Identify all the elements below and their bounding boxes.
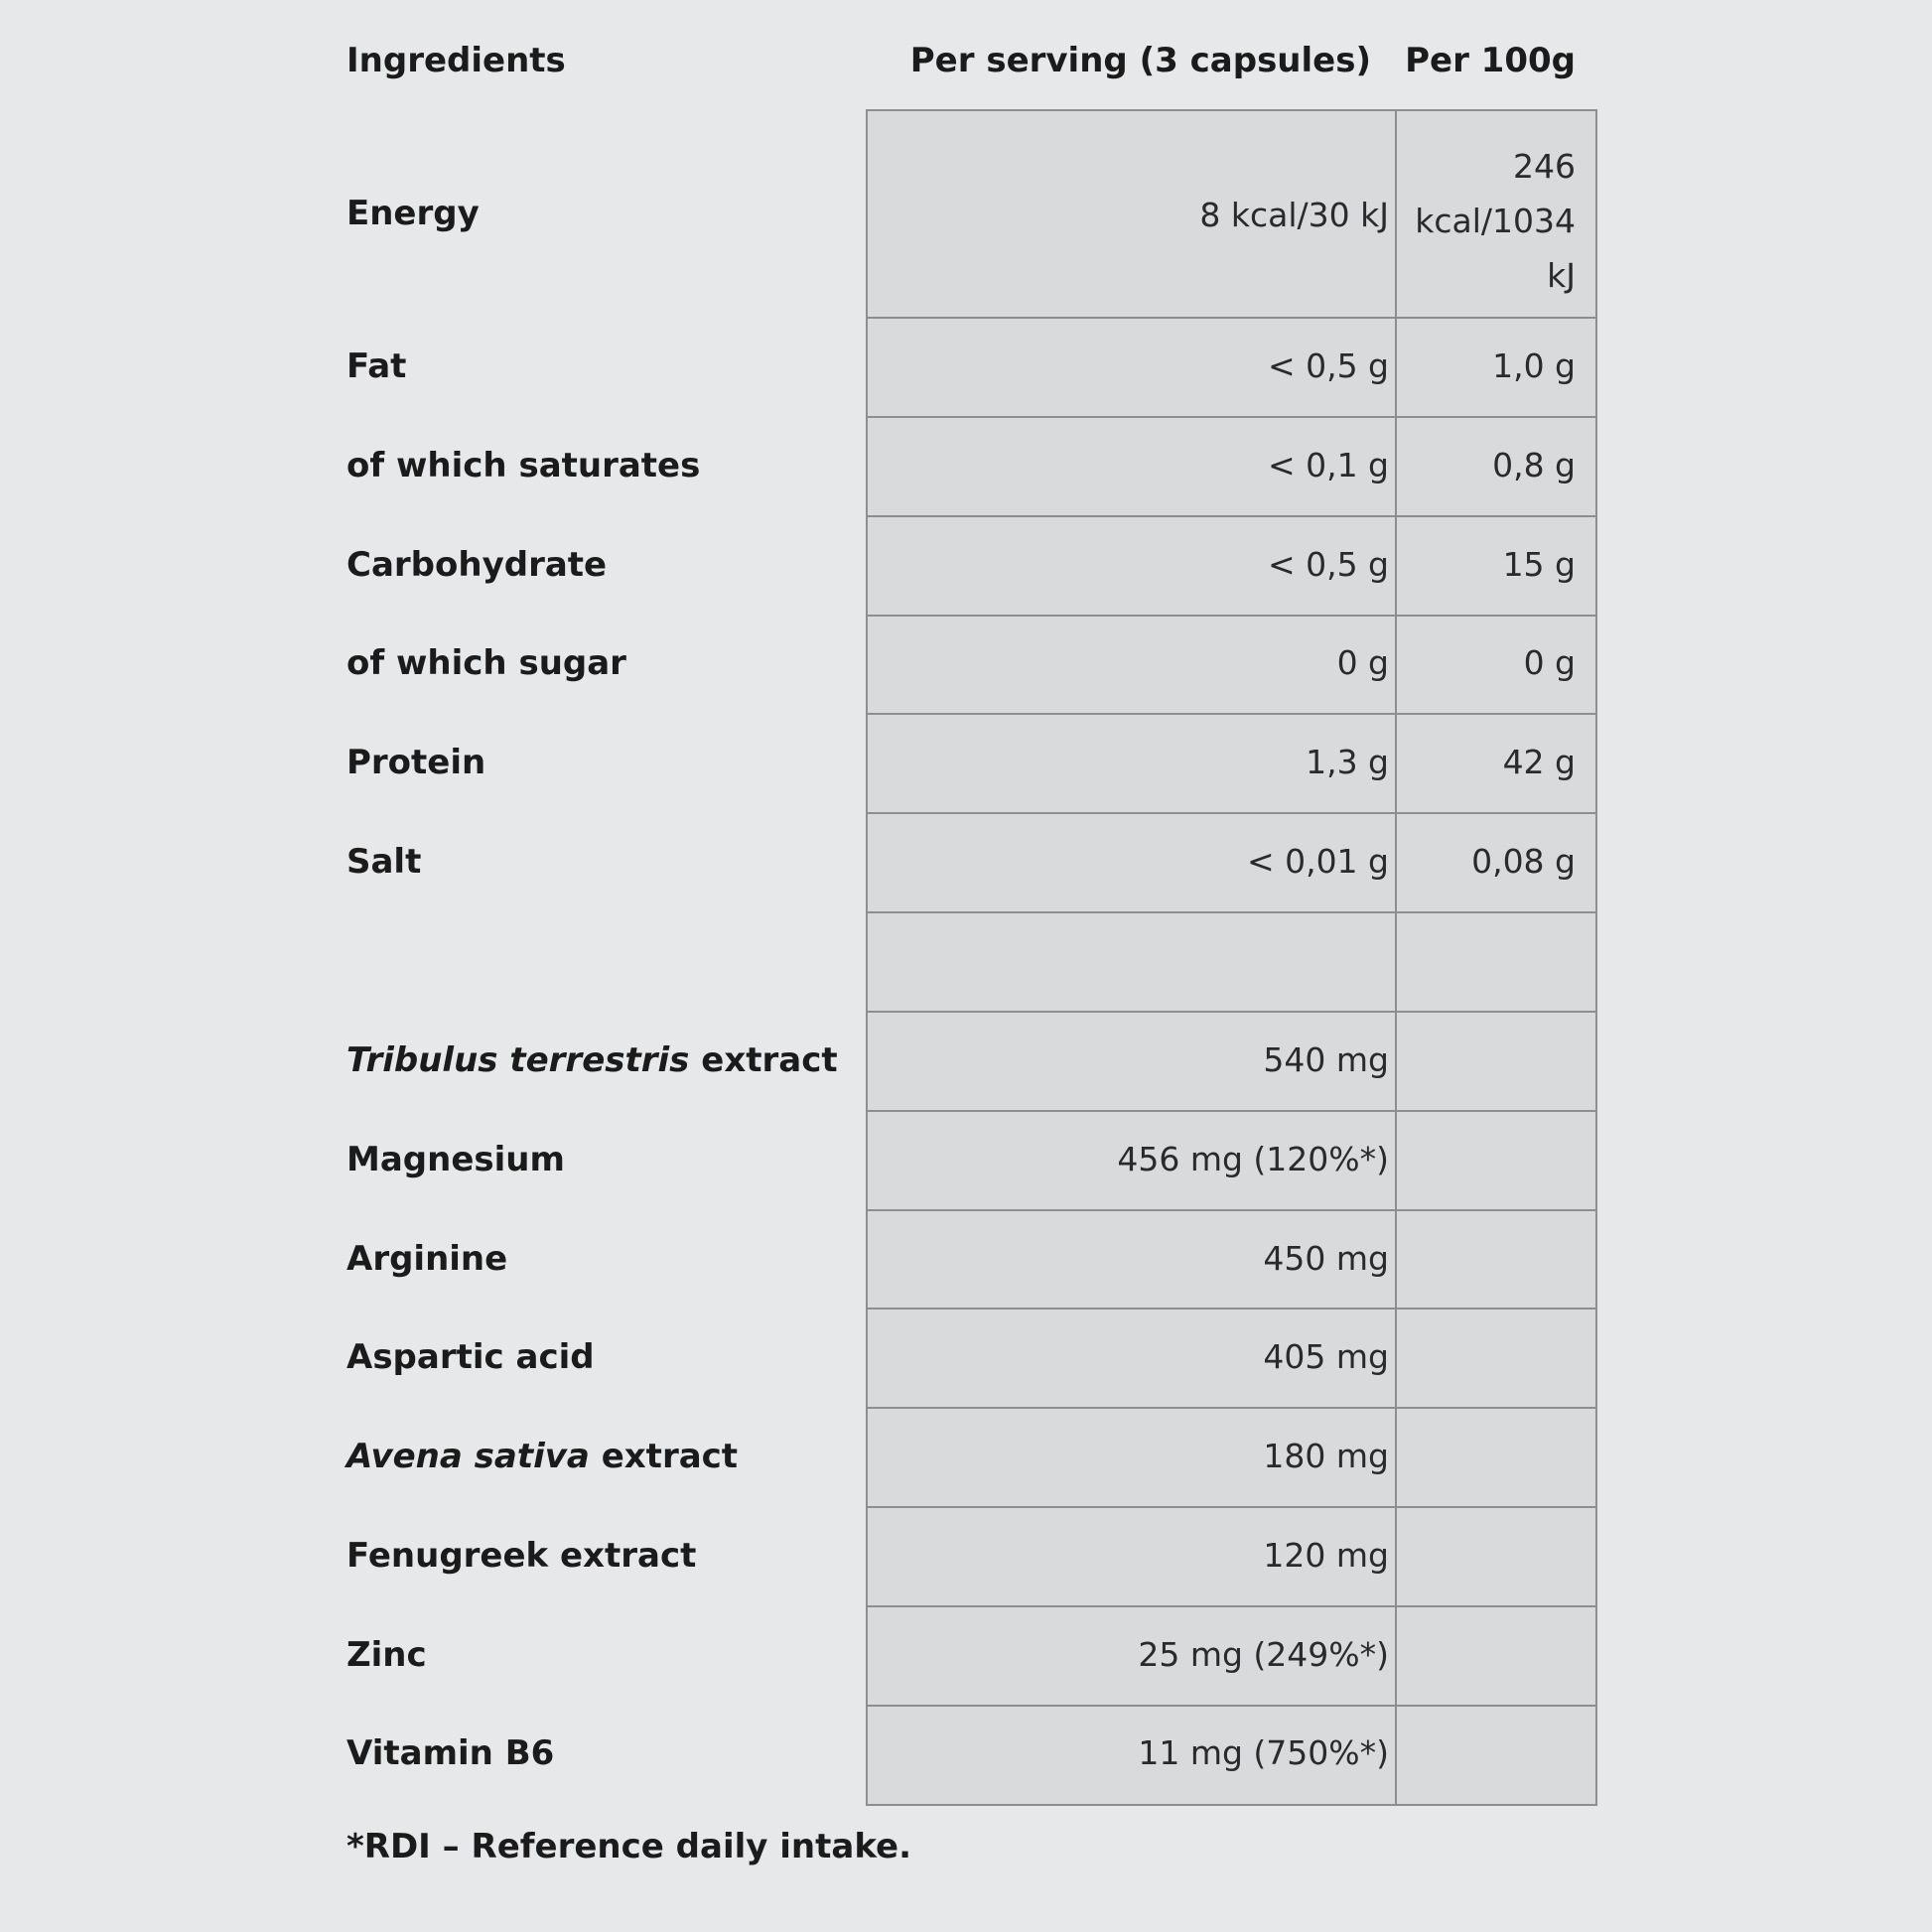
row-divider	[868, 1011, 1595, 1013]
row-label-zinc: Zinc	[346, 1635, 427, 1675]
row-divider	[868, 1605, 1595, 1607]
row-divider	[868, 1110, 1595, 1112]
row-label-saturates: of which saturates	[346, 446, 701, 485]
row-label-sugar: of which sugar	[346, 643, 626, 683]
fat-per-100g: 1,0 g	[1492, 346, 1576, 385]
avena-italic: Avena sativa	[346, 1437, 590, 1476]
row-divider	[868, 515, 1595, 517]
header-per-serving: Per serving (3 capsules)	[909, 41, 1371, 80]
header-ingredients: Ingredients	[346, 41, 566, 80]
column-divider	[1395, 111, 1397, 1804]
row-label-energy: Energy	[346, 194, 480, 233]
tribulus-suffix: extract	[689, 1040, 838, 1080]
saturates-per-100g: 0,8 g	[1492, 446, 1576, 484]
row-divider	[868, 416, 1595, 418]
saturates-per-serving: < 0,1 g	[1267, 446, 1389, 484]
fat-per-serving: < 0,5 g	[1267, 346, 1389, 385]
row-divider	[868, 1705, 1595, 1707]
tribulus-per-serving: 540 mg	[1263, 1040, 1389, 1079]
row-divider	[868, 911, 1595, 913]
aspartic-acid-per-serving: 405 mg	[1263, 1337, 1389, 1376]
header-per-100g: Per 100g	[1405, 41, 1576, 80]
protein-per-100g: 42 g	[1502, 743, 1576, 781]
row-divider	[868, 615, 1595, 617]
avena-suffix: extract	[589, 1437, 739, 1476]
fenugreek-per-serving: 120 mg	[1263, 1536, 1389, 1575]
footnote: *RDI – Reference daily intake.	[346, 1827, 912, 1866]
row-label-tribulus	[346, 1040, 838, 1080]
tribulus-italic: Tribulus terrestris	[346, 1040, 690, 1080]
nutrition-table	[866, 109, 1597, 1806]
vitamin-b6-per-serving: 11 mg (750%*)	[1138, 1733, 1389, 1772]
row-label-salt: Salt	[346, 842, 422, 882]
row-label-fenugreek: Fenugreek extract	[346, 1536, 697, 1576]
row-divider	[868, 1209, 1595, 1211]
salt-per-serving: < 0,01 g	[1246, 842, 1389, 881]
row-label-fat: Fat	[346, 346, 407, 386]
row-divider	[868, 812, 1595, 814]
row-label-aspartic-acid: Aspartic acid	[346, 1337, 595, 1377]
row-label-arginine: Arginine	[346, 1239, 508, 1279]
energy-per-serving: 8 kcal/30 kJ	[1199, 196, 1389, 234]
carbohydrate-per-serving: < 0,5 g	[1267, 545, 1389, 584]
protein-per-serving: 1,3 g	[1306, 743, 1389, 781]
row-divider	[868, 1407, 1595, 1409]
energy-per-100g: 246 kcal/1034 kJ	[1415, 147, 1576, 295]
sugar-per-100g: 0 g	[1523, 643, 1576, 682]
magnesium-per-serving: 456 mg (120%*)	[1117, 1140, 1389, 1178]
row-label-protein: Protein	[346, 743, 486, 782]
salt-per-100g: 0,08 g	[1471, 842, 1576, 881]
row-label-vitamin-b6: Vitamin B6	[346, 1733, 555, 1773]
row-divider	[868, 713, 1595, 715]
zinc-per-serving: 25 mg (249%*)	[1138, 1635, 1389, 1674]
carbohydrate-per-100g: 15 g	[1502, 545, 1576, 584]
avena-per-serving: 180 mg	[1263, 1437, 1389, 1475]
row-label-avena	[346, 1437, 738, 1476]
arginine-per-serving: 450 mg	[1263, 1239, 1389, 1278]
row-label-magnesium: Magnesium	[346, 1140, 565, 1179]
row-divider	[868, 317, 1595, 319]
row-label-carbohydrate: Carbohydrate	[346, 545, 608, 585]
row-divider	[868, 1506, 1595, 1508]
sugar-per-serving: 0 g	[1336, 643, 1389, 682]
row-divider	[868, 1308, 1595, 1310]
